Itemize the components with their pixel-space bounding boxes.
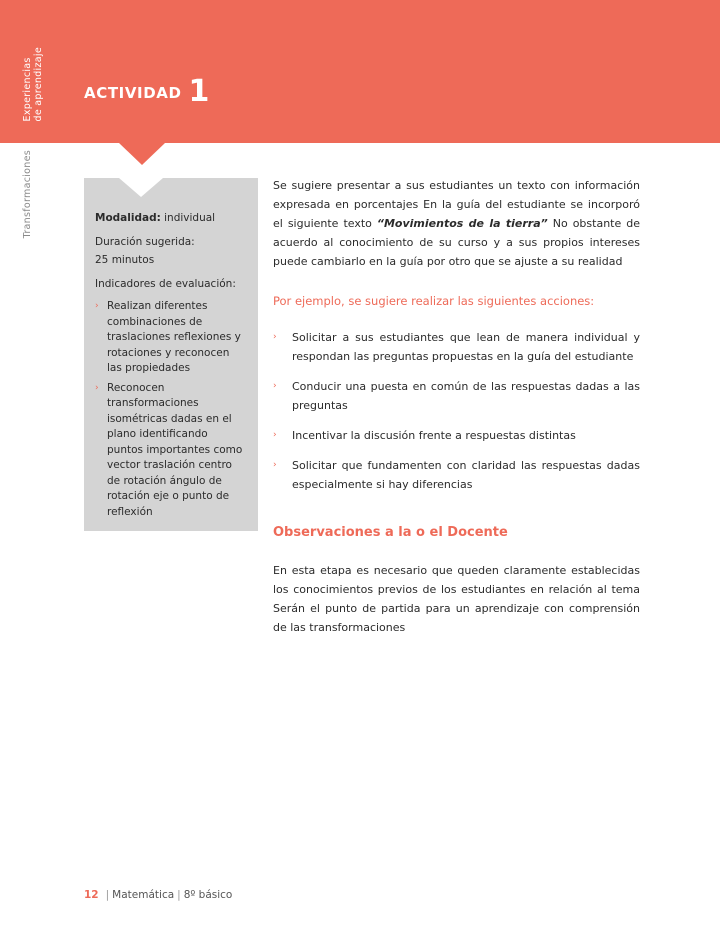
indicator-text: Reconocen transformaciones isométricas dadas en el plano identificando puntos importantes como vector traslación centro de rotación ángulo de rotación eje o punto de reflexión — [107, 381, 243, 518]
footer-separator: | — [105, 889, 110, 901]
main-content-column — [273, 176, 640, 659]
observations-title: Observaciones a la o el Docente — [273, 525, 508, 540]
footer-page-number: 12 — [84, 889, 99, 901]
duration-value: 25 minutos — [95, 254, 155, 266]
chevron-right-icon: › — [95, 382, 99, 393]
footer-grade: 8º básico — [183, 889, 233, 901]
activity-number: 1 — [188, 74, 210, 109]
page-footer — [84, 889, 232, 901]
footer-separator: | — [177, 889, 181, 901]
sidebar-label-experiencias-line1: Experiencias — [22, 57, 33, 122]
list-item — [95, 299, 247, 377]
intro-paragraph — [273, 176, 640, 271]
activity-info-box — [84, 178, 258, 531]
indicators-list — [95, 299, 247, 520]
chevron-right-icon: › — [273, 430, 277, 440]
modality-value: individual — [160, 212, 216, 224]
page-header-banner — [0, 0, 720, 143]
action-text: Solicitar que fundamenten con claridad las respuestas dadas especialmente si hay diferencias — [292, 459, 640, 491]
intro-emphasis: “Movimientos de la tierra” — [376, 217, 548, 230]
chevron-right-icon: › — [273, 381, 277, 391]
actions-subheading: Por ejemplo, se sugiere realizar las siguientes acciones: — [273, 294, 595, 308]
list-item — [273, 377, 640, 415]
observations-paragraph: En esta etapa es necesario que queden claramente establecidas los conocimientos previos de los estudiantes en relación al tema Serán el punto de partida para un aprendizaje con comprensión de las transformaciones — [273, 564, 640, 634]
activity-info-content — [95, 211, 247, 524]
chevron-right-icon: › — [273, 460, 277, 470]
duration-label: Duración sugerida: — [95, 236, 195, 248]
page-title — [84, 74, 210, 109]
sidebar-label-experiencias — [22, 47, 44, 121]
banner-arrow-icon — [119, 143, 165, 165]
indicator-text: Realizan diferentes combinaciones de traslaciones reflexiones y rotaciones y reconocen las propiedades — [107, 300, 241, 374]
chevron-right-icon: › — [95, 301, 99, 311]
list-item — [273, 328, 640, 366]
activity-label: ACTIVIDAD — [84, 84, 182, 102]
action-text: Conducir una puesta en común de las respuestas dadas a las preguntas — [292, 380, 640, 412]
indicators-heading: Indicadores de evaluación: — [95, 278, 236, 290]
modality-row — [95, 211, 247, 226]
footer-subject: Matemática — [112, 889, 175, 901]
action-text: Incentivar la discusión frente a respuestas distintas — [292, 429, 576, 442]
action-text: Solicitar a sus estudiantes que lean de manera individual y respondan las preguntas propuestas en la guía del estudiante — [292, 331, 640, 363]
sidebar-label-experiencias-line2: de aprendizaje — [33, 47, 44, 122]
modality-label: Modalidad: — [95, 212, 161, 224]
info-box-notch-icon — [119, 178, 163, 197]
list-item — [273, 426, 640, 445]
intro-text-part1: Se sugiere presentar a sus estudiantes un texto con información expresada en porcentajes En la guía del estudiante se incorporó el siguiente texto — [273, 179, 640, 230]
list-item — [273, 456, 640, 494]
actions-list — [273, 328, 640, 494]
sidebar-label-transformaciones: Transformaciones — [22, 150, 33, 239]
intro-text-part2: No obstante de acuerdo al conocimiento de su curso y a sus propios intereses puede cambiarlo en la guía por otro que se ajuste a su realidad — [273, 217, 640, 268]
list-item — [95, 381, 247, 521]
chevron-right-icon: › — [273, 332, 277, 342]
